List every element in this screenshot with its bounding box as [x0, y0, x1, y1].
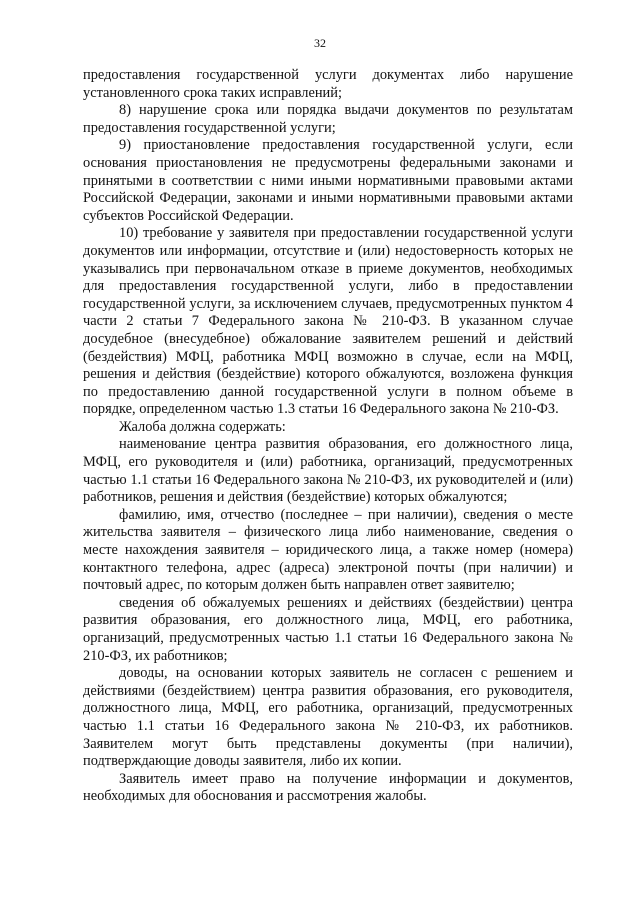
paragraph-item-10: 10) требование у заявителя при предоставлении государственной услуги документов или информации, отсутствие и (или) недостоверность которых не указывались при первоначальном отказе в приеме документов, необходимых для предоставления государственной услуги, либо в предоставлении государственной услуги, за исключением случаев, предусмотренных пунктом 4 части 2 статьи 7 Федерального закона № 210-ФЗ. В указанном случае досудебное (внесудебное) обжалование заявителем решений и действий (бездействия) МФЦ, работника МФЦ возможно в случае, если на МФЦ, решения и действия (бездействие) которого обжалуются, возложена функция по предоставлению данной государственной услуги в полном объеме в порядке, определенном частью 1.3 статьи 16 Федерального закона № 210-ФЗ.: [83, 225, 573, 418]
paragraph-complaint-decisions-info: сведения об обжалуемых решениях и действиях (бездействии) центра развития образования, его должностного лица, МФЦ, его работника, организаций, предусмотренных частью 1.1 статьи 16 Федерального закона № 210-ФЗ, их работников;: [83, 594, 573, 664]
body-text: [83, 67, 573, 806]
page-number: 32: [314, 36, 326, 50]
paragraph-applicant-rights: Заявитель имеет право на получение информации и документов, необходимых для обоснования и рассмотрения жалобы.: [83, 770, 573, 805]
paragraph-item-8: 8) нарушение срока или порядка выдачи документов по результатам предоставления государственной услуги;: [83, 102, 573, 136]
paragraph-item-9: 9) приостановление предоставления государственной услуги, если основания приостановления не предусмотрены федеральными законами и принятыми в соответствии с ними иными нормативными правовыми актами Российской Федерации, законами и иными нормативными правовыми актами субъектов Российской Федерации.: [83, 137, 573, 224]
paragraph-complaint-applicant-details: фамилию, имя, отчество (последнее – при наличии), сведения о месте жительства заявителя – физического лица либо наименование, сведения о месте нахождения заявителя – юридического лица, а также номер (номера) контактного телефона, адрес (адреса) электроной почты (при наличии) и почтовый адрес, по которым должен быть направлен ответ заявителю;: [83, 506, 573, 594]
paragraph-complaint-contents-heading: Жалоба должна содержать:: [119, 418, 286, 435]
paragraph-complaint-organization-name: наименование центра развития образования, его должностного лица, МФЦ, его руководителя и (или) работника, организаций, предусмотренных частью 1.1 статьи 16 Федерального закона № 210-ФЗ, их руководителей и (или) работников, решения и действия (бездействие) которых обжалуются;: [83, 436, 573, 506]
paragraph-complaint-arguments: доводы, на основании которых заявитель не согласен с решением и действиями (бездействием) центра развития образования, его руководителя, должностного лица, МФЦ, его работника, организаций, предусмотренных частью 1.1 статьи 16 Федерального закона № 210-ФЗ, их работников. Заявителем могут быть представлены документы (при наличии), подтверждающие доводы заявителя, либо их копии.: [83, 665, 573, 770]
paragraph-continuation: предоставления государственной услуги документах либо нарушение установленного срока таких исправлений;: [83, 67, 573, 101]
